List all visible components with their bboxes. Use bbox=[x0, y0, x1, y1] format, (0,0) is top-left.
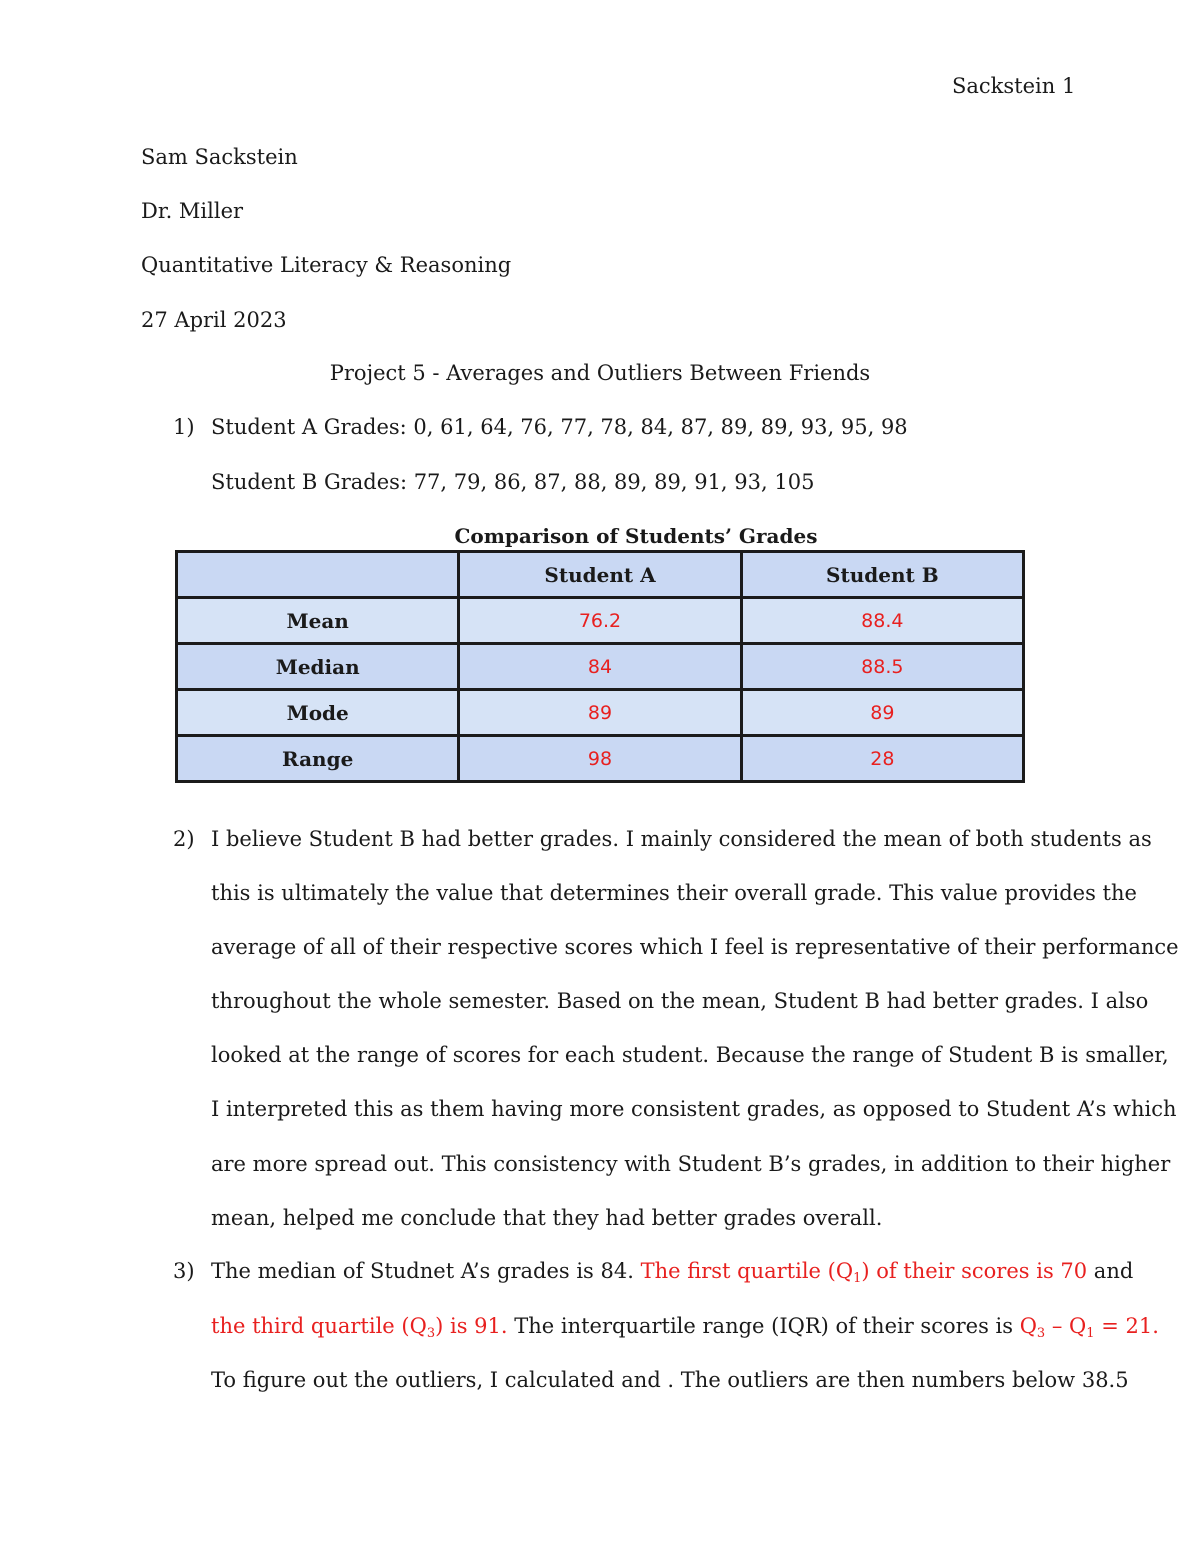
row-label: Mode bbox=[177, 690, 459, 736]
question-number: 1) bbox=[173, 415, 195, 439]
row-label: Median bbox=[177, 644, 459, 690]
table-row bbox=[177, 690, 1024, 736]
student-a-value: 89 bbox=[459, 690, 741, 736]
iqr-formula: $Q_3 - Q_1 = 21$. bbox=[1019, 1314, 1159, 1341]
first-quartile-text: The first quartile $(Q_1)$ of their scores is 70 bbox=[640, 1259, 1088, 1286]
paragraph-line: average of all of their respective scores which I feel is representative of their performance bbox=[211, 935, 1179, 959]
paragraph-line: I interpreted this as them having more consistent grades, as opposed to Student A’s which bbox=[211, 1097, 1177, 1121]
author-name: Sam Sackstein bbox=[141, 145, 298, 169]
row-label: Range bbox=[177, 736, 459, 782]
instructor-name: Dr. Miller bbox=[141, 199, 244, 223]
column-header-student-a: Student A bbox=[459, 552, 741, 598]
student-a-value: 84 bbox=[459, 644, 741, 690]
connector-text: and bbox=[1087, 1259, 1134, 1283]
paragraph-line: I believe Student B had better grades. I mainly considered the mean of both students as bbox=[211, 827, 1152, 851]
student-a-value: 98 bbox=[459, 736, 741, 782]
student-b-value: 88.5 bbox=[741, 644, 1023, 690]
iqr-sentence: The interquartile range (IQR) of their scores is bbox=[507, 1314, 1020, 1338]
paragraph-line: throughout the whole semester. Based on the mean, Student B had better grades. I also bbox=[211, 989, 1149, 1013]
median-sentence: The median of Studnet A’s grades is 84. bbox=[211, 1259, 641, 1283]
question-number: 3) bbox=[173, 1259, 195, 1283]
paragraph-line: are more spread out. This consistency with Student B’s grades, in addition to their higher bbox=[211, 1152, 1171, 1176]
student-b-grades: Student B Grades: 77, 79, 86, 87, 88, 89, 89, 91, 93, 105 bbox=[211, 470, 815, 494]
table-caption: Comparison of Students’ Grades bbox=[454, 524, 818, 548]
paragraph-line: this is ultimately the value that determines their overall grade. This value provides the bbox=[211, 881, 1137, 905]
paragraph-line: To figure out the outliers, I calculated and . The outliers are then numbers below 38.5 bbox=[211, 1368, 1129, 1392]
student-b-value: 28 bbox=[741, 736, 1023, 782]
question-number: 2) bbox=[173, 827, 195, 851]
student-b-value: 89 bbox=[741, 690, 1023, 736]
student-b-value: 88.4 bbox=[741, 598, 1023, 644]
third-quartile-text: the third quartile $(Q_3)$ is 91. bbox=[211, 1314, 508, 1341]
column-header-student-b: Student B bbox=[741, 552, 1023, 598]
table-row bbox=[177, 736, 1024, 782]
table-row bbox=[177, 644, 1024, 690]
document-title: Project 5 - Averages and Outliers Between Friends bbox=[329, 361, 871, 385]
document-date: 27 April 2023 bbox=[141, 308, 287, 332]
paragraph-line bbox=[211, 1314, 1159, 1341]
running-head: Sackstein 1 bbox=[952, 74, 1076, 98]
table-header-row bbox=[177, 552, 1024, 598]
student-a-value: 76.2 bbox=[459, 598, 741, 644]
row-label: Mean bbox=[177, 598, 459, 644]
paragraph-line bbox=[211, 1259, 1134, 1286]
student-a-grades: Student A Grades: 0, 61, 64, 76, 77, 78, 84, 87, 89, 89, 93, 95, 98 bbox=[211, 415, 908, 439]
grades-comparison-table bbox=[175, 550, 1025, 783]
paragraph-line: mean, helped me conclude that they had better grades overall. bbox=[211, 1206, 883, 1230]
column-header-empty bbox=[177, 552, 459, 598]
paragraph-line: looked at the range of scores for each student. Because the range of Student B is smaller, bbox=[211, 1043, 1169, 1067]
table-row bbox=[177, 598, 1024, 644]
course-name: Quantitative Literacy & Reasoning bbox=[141, 253, 512, 277]
